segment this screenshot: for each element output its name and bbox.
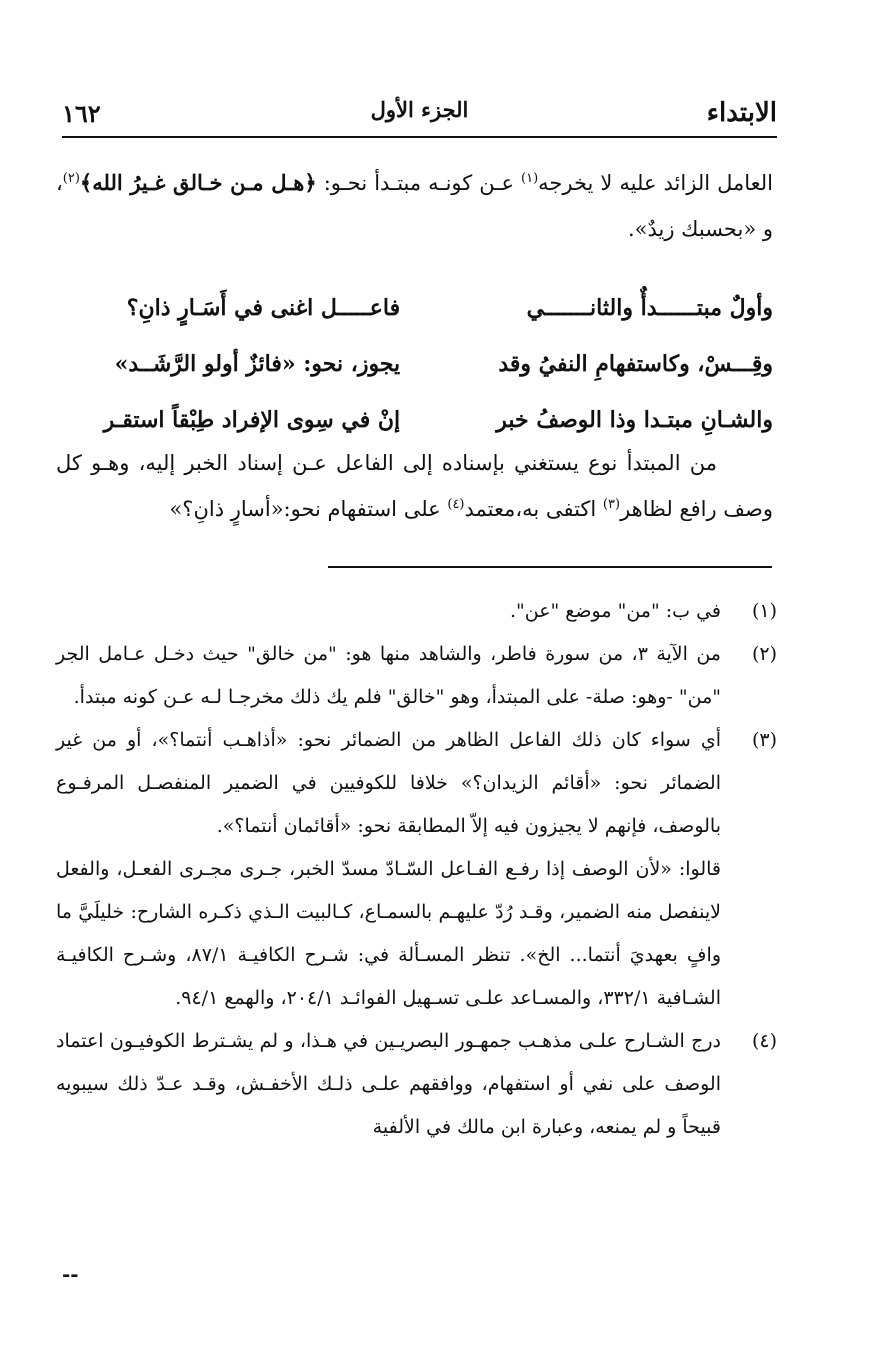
section-title: الابتداء <box>706 98 777 128</box>
footnote-ref-1: (١) <box>521 171 539 186</box>
footnote-number: (٤) <box>751 1030 777 1052</box>
footnote-text: في ب: "من" موضع "عن". <box>509 600 721 622</box>
intro-text-a: العامل الزائد عليه لا يخرجه <box>538 171 773 195</box>
page-number: ١٦٢ <box>62 99 101 128</box>
part-label: الجزء الأول <box>370 97 469 122</box>
verse-second-half: إنْ في سِوى الإفراد طِبْقاً استقـر <box>103 407 401 433</box>
continuation-mark: -- <box>62 1262 79 1286</box>
verse-first-half: والشـانِ مبتـدا وذا الوصفُ خبر <box>496 407 773 433</box>
footnote-4 <box>56 1020 777 1149</box>
footnote-text: قالوا: «لأن الوصف إذا رفـع الفـاعل السّـادّ مسدّ الخبر، جـرى مجـرى الفعـل، والفعل لاينفصل منه الضمير، وقـد رُدّ عليهـم بالسمـاع، كـالبيت الـذي ذكـره الشارح: خليلَيَّ ما وافٍ بعهديَ أنتما... الخ». تنظر المسـألة في: شـرح الكافيـة ٨٧/١، وشـرح الكافيـة الشـافية ٣٣٢/١، والمسـاعد علـى تسـهيل الفوائـد ٢٠٤/١، والهمع ٩٤/١. <box>56 858 721 1009</box>
footnote-2 <box>56 633 777 719</box>
footnote-ref-2: (٢) <box>62 171 80 186</box>
footnote-separator <box>328 566 772 568</box>
explanation-paragraph <box>56 440 773 532</box>
footnote-number: (٣) <box>751 729 777 751</box>
verse-first-half: وقِـــسْ، وكاستفهامِ النفيُ وقد <box>498 351 773 377</box>
footnote-3 <box>56 719 777 848</box>
quran-quote: ﴿هـل مـن خـالق غـيرُ الله﴾ <box>79 170 317 195</box>
footnote-text: من الآية ٣، من سورة فاطر، والشاهد منها هو: "من خالق" حيث دخـل عـامل الجر "من" -وهو: صلة- على المبتدأ، وهو "خالق" فلم يك ذلك مخرجـا لـه عـن كونه مبتدأ. <box>56 643 721 708</box>
verse-second-half: يجوز، نحو: «فائزٌ أولو الرَّشَــد» <box>114 351 401 377</box>
header-rule <box>62 136 777 138</box>
footnote-number: (١) <box>751 600 777 622</box>
footnote-text: أي سواء كان ذلك الفاعل الظاهر من الضمائر نحو: «أذاهـب أنتما؟»، أو من غير الضمائر نحو: «أقائم الزيدان؟» خلافا للكوفيين في الضمير المنفصـل المرفـوع بالوصف، فإنهم لا يجيزون فيه إلاّ المطابقة نحو: «أقائمان أنتما؟». <box>56 729 721 837</box>
footnote-number: (٢) <box>751 643 777 665</box>
footnote-1 <box>56 590 777 633</box>
explanation-text-b: اكتفى به،معتمد <box>464 497 603 521</box>
footnote-ref-3: (٣) <box>602 497 621 512</box>
verse-line <box>56 336 773 392</box>
explanation-text-a: من المبتدأ نوع يستغني بإسناده إلى الفاعل عـن إسناد الخبر إليه، وهـو كل وصف رافع لظاهر <box>56 451 773 521</box>
verse-second-half: فاعـــــل اغنى في أَسَـارٍ ذانِ؟ <box>126 295 401 321</box>
explanation-text-c: على استفهام نحو:«أسارٍ ذانِ؟» <box>169 497 448 521</box>
verse-line <box>56 280 773 336</box>
footnote-text: درج الشـارح علـى مذهـب جمهـور البصريـين في هـذا، و لم يشـترط الكوفيـون اعتماد الوصف على نفي أو استفهام، ووافقهم علـى ذلـك الأخفـش، وقـد عـدّ ذلك سيبويه قبيحاً و لم يمنعه، وعبارة ابن مالك في الألفية <box>56 1030 721 1138</box>
poem-verses <box>56 280 773 448</box>
verse-first-half: وأولٌ مبتــــــدأٌ والثانـــــــي <box>526 295 773 321</box>
intro-paragraph <box>56 160 773 252</box>
footnote-ref-4: (٤) <box>447 497 465 512</box>
intro-text-b: عـن كونـه مبتـدأ نحـو: <box>316 171 522 195</box>
page-header <box>62 82 777 128</box>
footnotes <box>56 590 777 1149</box>
intro-text-c: ، و «بحسبك زيدٌ». <box>56 171 773 241</box>
footnote-3-continuation <box>56 848 777 1020</box>
